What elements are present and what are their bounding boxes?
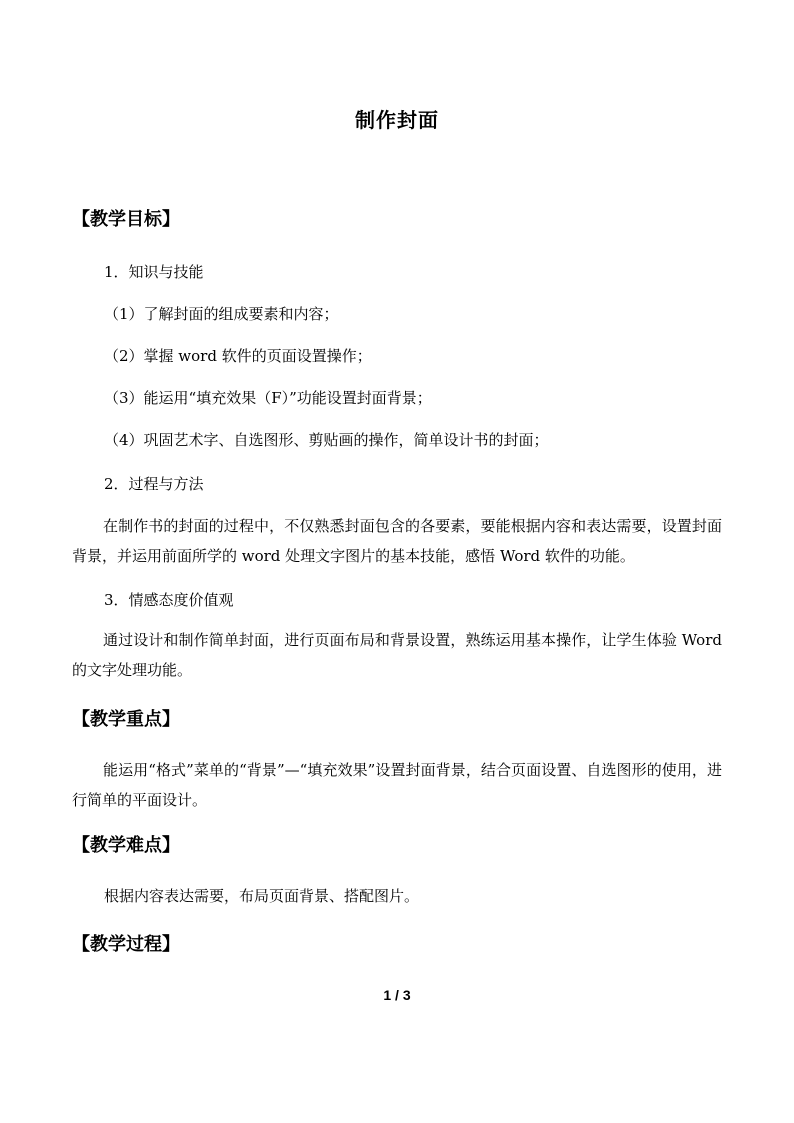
- objective-1-point-2: （2）掌握 word 软件的页面设置操作；: [104, 347, 372, 365]
- heading-process: 【教学过程】: [72, 934, 180, 955]
- objective-1-title: 1．知识与技能: [104, 263, 204, 281]
- heading-difficulties: 【教学难点】: [72, 835, 180, 856]
- heading-key-points: 【教学重点】: [72, 709, 180, 730]
- objective-1-point-1: （1）了解封面的组成要素和内容；: [104, 305, 339, 323]
- heading-objectives: 【教学目标】: [72, 209, 180, 230]
- objective-1-point-3: （3）能运用“填充效果（F）”功能设置封面背景；: [104, 389, 432, 407]
- objective-3-paragraph: 通过设计和制作简单封面，进行页面布局和背景设置，熟练运用基本操作，让学生体验 Word 的文字处理功能。: [72, 631, 722, 679]
- objective-2-paragraph: 在制作书的封面的过程中，不仅熟悉封面包含的各要素，要能根据内容和表达需要，设置封面背景，并运用前面所学的 word 处理文字图片的基本技能，感悟 Word 软件的功能。: [72, 517, 722, 565]
- document-title: 制作封面: [355, 108, 439, 132]
- objective-3-title: 3．情感态度价值观: [104, 591, 234, 609]
- key-points-paragraph: 能运用“格式”菜单的“背景”—“填充效果”设置封面背景，结合页面设置、自选图形的使用，进行简单的平面设计。: [72, 761, 722, 809]
- difficulties-text: 根据内容表达需要，布局页面背景、搭配图片。: [104, 887, 420, 905]
- page-number: 1 / 3: [383, 987, 411, 1003]
- objective-2-title: 2．过程与方法: [104, 475, 204, 493]
- objective-1-point-4: （4）巩固艺术字、自选图形、剪贴画的操作，简单设计书的封面；: [104, 431, 549, 449]
